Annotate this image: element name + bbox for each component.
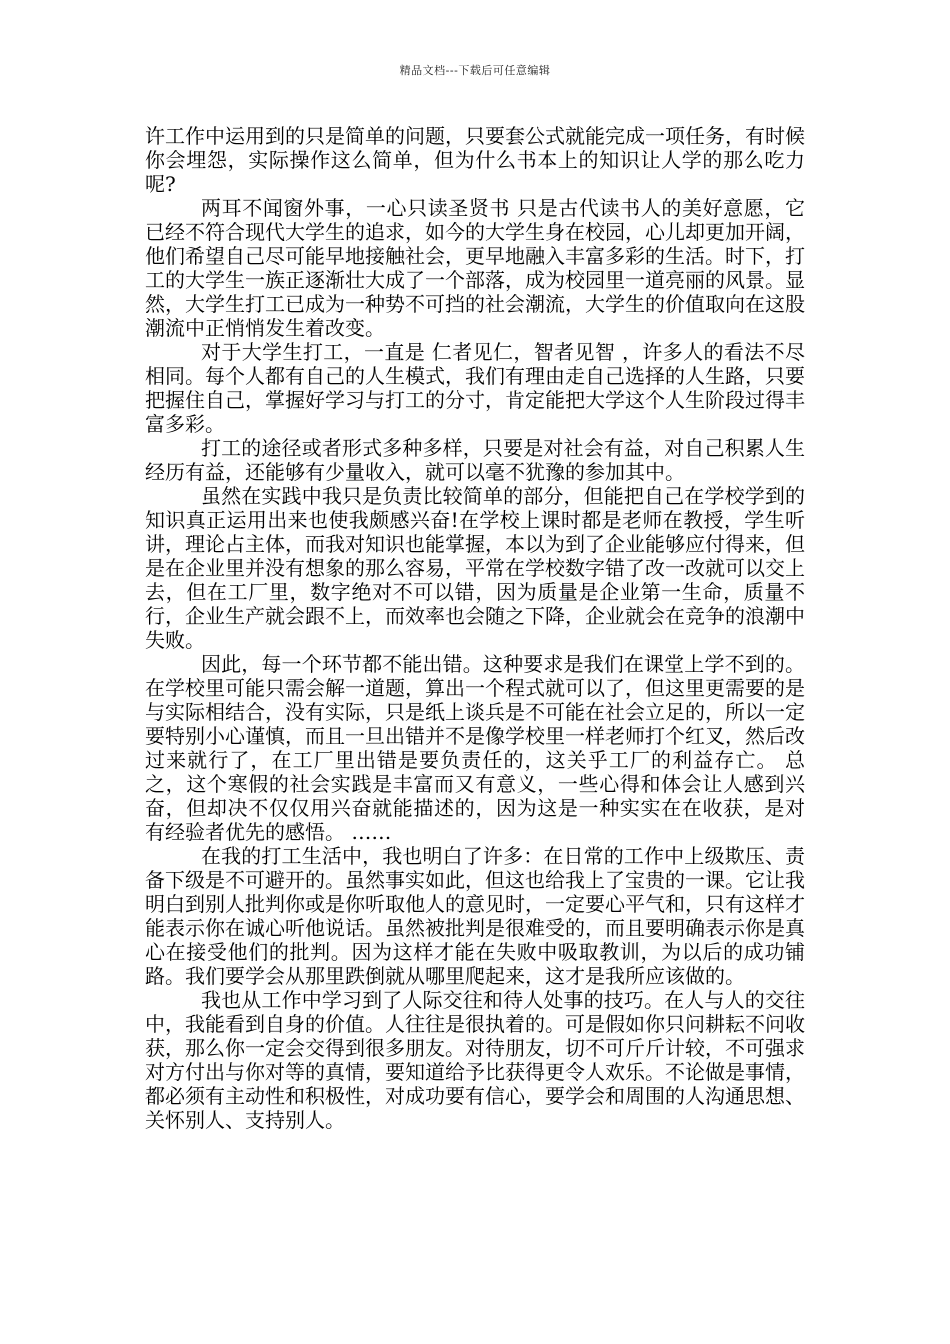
- paragraph-continued: 许工作中运用到的只是简单的问题，只要套公式就能完成一项任务，有时候你会埋怨，实际操作这么简单，但为什么书本上的知识让人学的那么吃力呢?: [145, 124, 805, 196]
- paragraph: 在我的打工生活中，我也明白了许多：在日常的工作中上级欺压、责备下级是不可避开的。虽然事实如此，但这也给我上了宝贵的一课。它让我明白到别人批判你或是你听取他人的意见时，一定要心平气和，只有这样才能表示你在诚心听他说话。虽然被批判是很难受的，而且要明确表示你是真心在接受他们的批判。因为这样才能在失败中吸取教训，为以后的成功铺路。我们要学会从那里跌倒就从哪里爬起来，这才是我所应该做的。: [145, 844, 805, 988]
- paragraph: 两耳不闻窗外事，一心只读圣贤书 只是古代读书人的美好意愿，它已经不符合现代大学生的追求，如今的大学生身在校园，心儿却更加开阔，他们希望自己尽可能早地接触社会，更早地融入丰富多彩的生活。时下，打工的大学生一族正逐渐壮大成了一个部落，成为校园里一道亮丽的风景。显然，大学生打工已成为一种势不可挡的社会潮流，大学生的价值取向在这股潮流中正悄悄发生着改变。: [145, 196, 805, 340]
- paragraph: 打工的途径或者形式多种多样，只要是对社会有益，对自己积累人生经历有益，还能够有少量收入，就可以毫不犹豫的参加其中。: [145, 436, 805, 484]
- paragraph: 我也从工作中学习到了人际交往和待人处事的技巧。在人与人的交往中，我能看到自身的价值。人往往是很执着的。可是假如你只问耕耘不问收获，那么你一定会交得到很多朋友。对待朋友，切不可斤斤计较，不可强求对方付出与你对等的真情，要知道给予比获得更令人欢乐。不论做是事情，都必须有主动性和积极性，对成功要有信心，要学会和周围的人沟通思想、关怀别人、支持别人。: [145, 988, 805, 1132]
- page-header: 精品文档---下载后可任意编辑: [399, 64, 551, 77]
- paragraph: 因此，每一个环节都不能出错。这种要求是我们在课堂上学不到的。在学校里可能只需会解一道题，算出一个程式就可以了，但这里更需要的是与实际相结合，没有实际，只是纸上谈兵是不可能在社会立足的，所以一定要特别小心谨慎，而且一旦出错并不是像学校里一样老师打个红叉，然后改过来就行了，在工厂里出错是要负责任的，这关乎工厂的利益存亡。 总之，这个寒假的社会实践是丰富而又有意义，一些心得和体会让人感到兴奋，但却决不仅仅用兴奋就能描述的，因为这是一种实实在在收获，是对 有经验者优先的感悟。 ……: [145, 652, 805, 844]
- paragraph: 虽然在实践中我只是负责比较简单的部分，但能把自己在学校学到的知识真正运用出来也使我颇感兴奋!在学校上课时都是老师在教授，学生听讲，理论占主体，而我对知识也能掌握，本以为到了企业能够应付得来，但是在企业里并没有想象的那么容易，平常在学校数字错了改一改就可以交上去，但在工厂里，数字绝对不可以错，因为质量是企业第一生命，质量不行，企业生产就会跟不上，而效率也会随之下降，企业就会在竞争的浪潮中失败。: [145, 484, 805, 652]
- paragraph: 对于大学生打工，一直是 仁者见仁，智者见智 ，许多人的看法不尽相同。每个人都有自己的人生模式，我们有理由走自己选择的人生路，只要把握住自己，掌握好学习与打工的分寸，肯定能把大学这个人生阶段过得丰富多彩。: [145, 340, 805, 436]
- document-body: [145, 124, 805, 1132]
